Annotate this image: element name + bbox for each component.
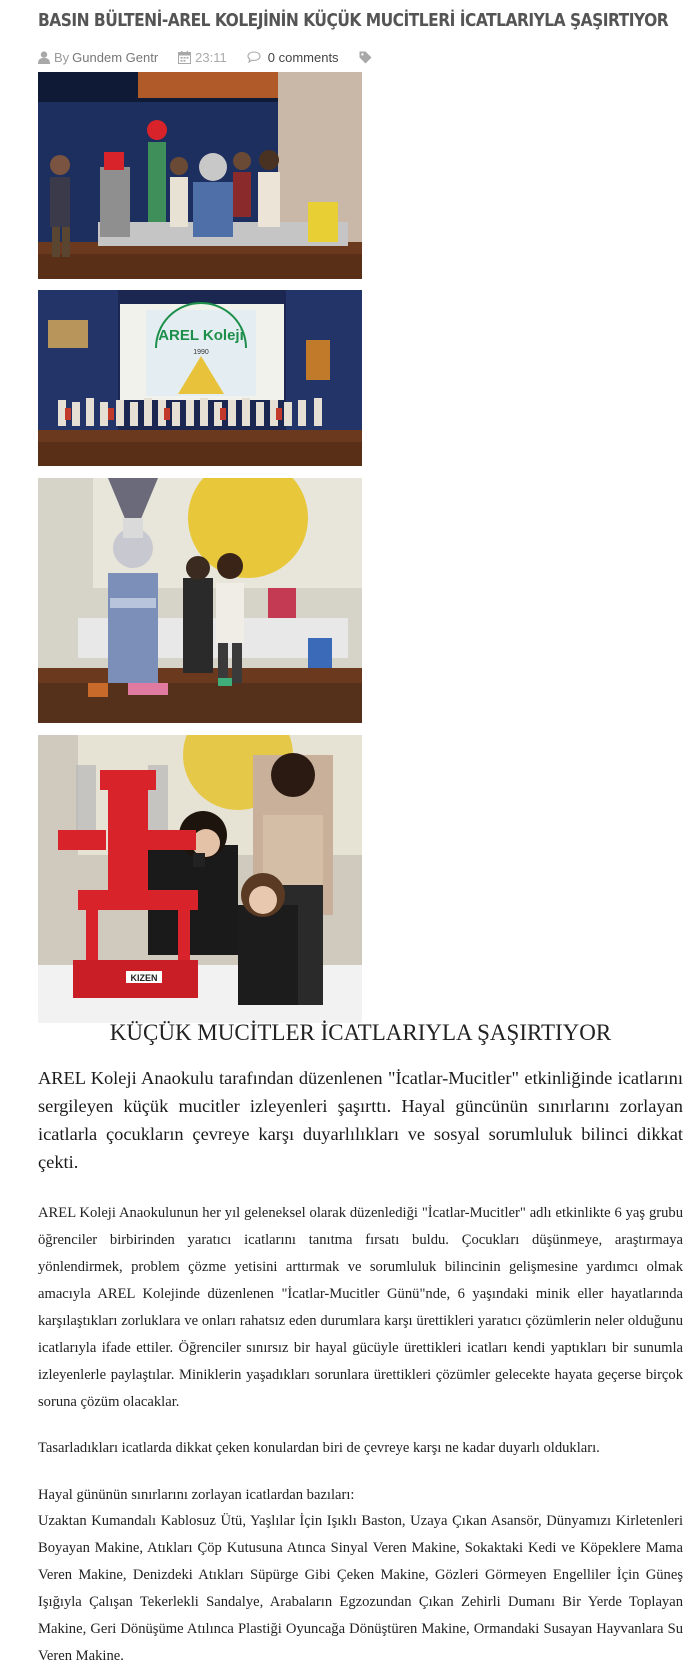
calendar-icon xyxy=(178,51,191,64)
photo-children-with-inventions-on-stage xyxy=(38,72,362,279)
comments-link[interactable]: 0 comments xyxy=(267,49,339,65)
article-paragraph-2: Tasarladıkları icatlarda dikkat çeken konulardan biri de çevreye karşı ne kadar duyarlı oldukları. xyxy=(38,1440,600,1456)
article-meta xyxy=(38,48,396,66)
user-icon xyxy=(38,51,50,64)
comment-icon xyxy=(247,51,261,63)
author-meta xyxy=(38,50,158,65)
photo-children-inventions[interactable] xyxy=(38,72,362,279)
by-label: By xyxy=(54,49,70,65)
tag-icon[interactable] xyxy=(359,51,372,64)
photo-group-on-stage-arel-koleji-logo xyxy=(38,290,362,466)
photo-red-robot-girl-microphone xyxy=(38,735,362,1023)
article-title[interactable]: BASIN BÜLTENİ-AREL KOLEJİNİN KÜÇÜK MUCİTLERİ İCATLARIYLA ŞAŞIRTIYOR xyxy=(38,10,669,31)
screen-logo-year: 1990 xyxy=(193,349,209,356)
article-paragraph-1: AREL Koleji Anaokulunun her yıl geleneksel olarak düzenlediği "İcatlar-Mucitler" adlı etkinlikte 6 yaş grubu öğrenciler birbirinden yaratıcı icatlarını tanıtma fırsatı buldu. Çocukları düşünmeye, araştırmaya yönlendirmek, problem çözme yetisini arttırmak ve sorumluluk bilincinin gelişmesine yardımcı olmak amacıyla AREL Kolejinde düzenlenen "İcatlar-Mucitler Günü"nde, 6 yaşındaki minik eller hayatlarında karşılaştıkları zorluklara ve onları rahatsız eden durumlara karşı ürettikleri yaratıcı çözümlerin neler olduğunu icatlarıyla ifade ettiler. Öğrenciler sınırsız bir hayal gücüyle ürettikleri icatları kendi yaptıkları bir sunumla izleyenlerle paylaştılar. Miniklerin yaşadıkları sorunlara ürettikleri çözümler gelecekte hayata geçerse birçok soruna çözüm olacaklar. xyxy=(38,1205,683,1410)
author-link[interactable]: Gundem Gentr xyxy=(72,49,159,65)
screen-logo-text: AREL Koleji xyxy=(158,327,244,344)
article-lead: AREL Koleji Anaokulu tarafından düzenlenen "İcatlar-Mucitler" etkinliğinde icatlarını sergileyen küçük mucitler izleyenleri şaşırttı. Hayal güncünün sınırlarını zorlayan icatlarla çocukların çevreye karşı duyarlılıkları ve sosyal sorumluluk bilinci dikkat çekti. xyxy=(38,1068,683,1172)
post-time: 23:11 xyxy=(195,49,227,65)
comments-meta xyxy=(247,50,339,65)
article-subheadline: KÜÇÜK MUCİTLER İCATLARIYLA ŞAŞIRTIYOR xyxy=(109,1020,612,1045)
article-paragraph-3-intro: Hayal gününün sınırlarını zorlayan icatlardan bazıları: xyxy=(38,1487,355,1503)
robot-box-label: KIZEN xyxy=(130,973,158,983)
tags-meta xyxy=(359,51,376,64)
time-meta xyxy=(178,50,227,65)
photo-robot-invention[interactable] xyxy=(38,478,362,723)
article-paragraph-3-list: Uzaktan Kumandalı Kablosuz Ütü, Yaşlılar İçin Işıklı Baston, Uzaya Çıkan Asansör, Dünyamızı Kirletenleri Boyayan Makine, Atıkları Çöp Kutusuna Atınca Sinyal Veren Makine, Sokaktaki Kedi ve Köpeklere Mama Veren Makine, Denizdeki Atıkları Süpürge Gibi Çeken Makine, Gözleri Görmeyen Engelliler İçin Güneş Işığıyla Çalışan Tekerlekli Sandalye, Arabaların Egzozundan Çıkan Zehirli Dumanı Bir Yerde Toplayan Makine, Geri Dönüşüme Atılınca Plastiği Oyuncağa Dönüştüren Makine, Ormandaki Susayan Hayvanlara Su Veren Makine. xyxy=(38,1513,683,1664)
photo-red-robot[interactable] xyxy=(38,735,362,1023)
photo-group-stage[interactable] xyxy=(38,290,362,466)
photo-robot-invention-and-child xyxy=(38,478,362,723)
